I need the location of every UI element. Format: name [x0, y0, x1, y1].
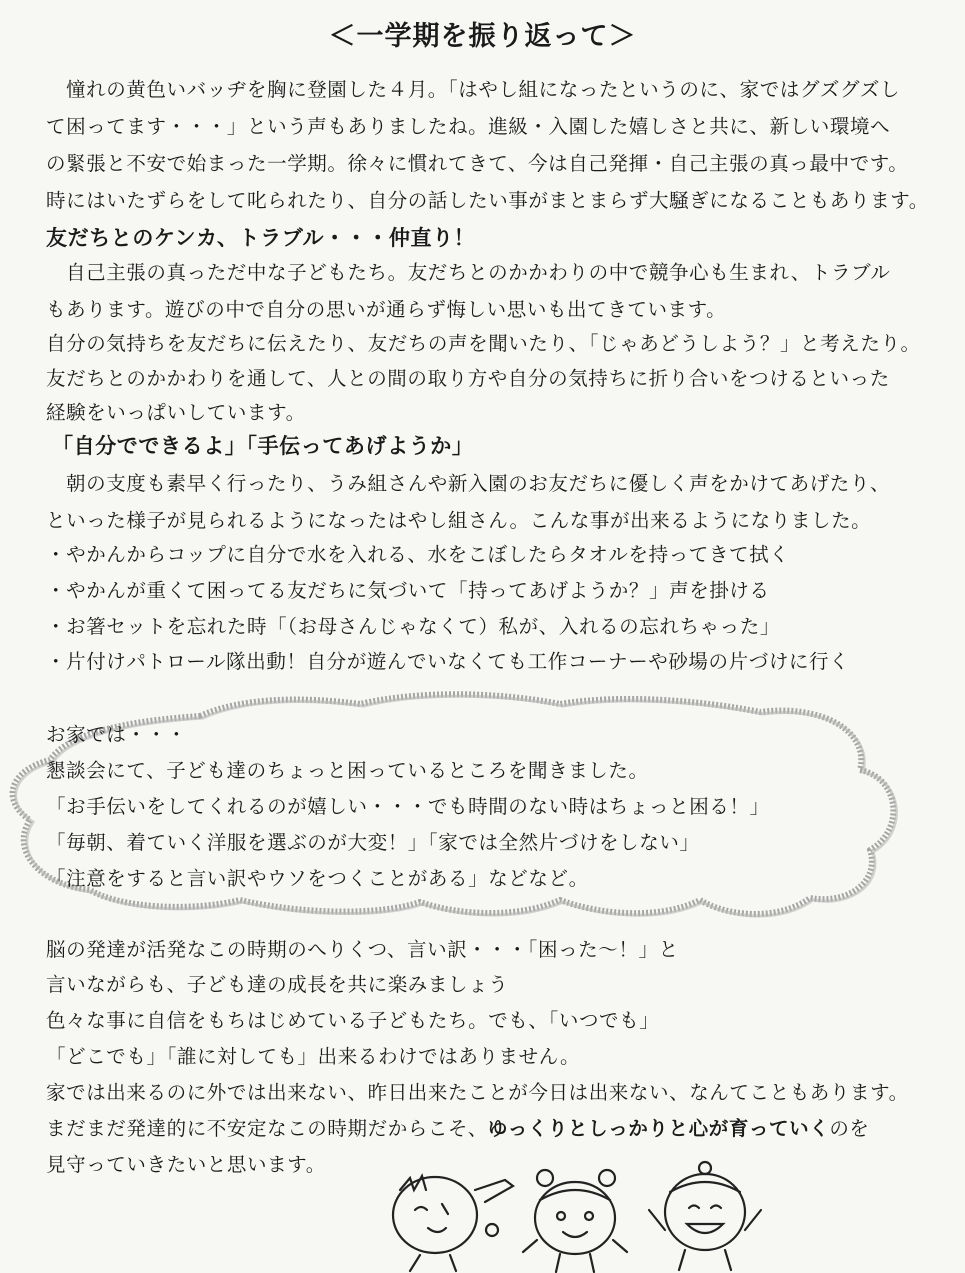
section1-line: もあります。遊びの中で自分の思いが通らず悔しい思いも出てきています。 [46, 298, 727, 321]
section1-line: 自己主張の真っただ中な子どもたち。友だちとのかかわりの中で競争心も生まれ、トラブル [66, 261, 891, 284]
section1-line: 自分の気持ちを友だちに伝えたり、友だちの声を聞いたり、「じゃあどうしよう？」と考えたり。 [46, 332, 921, 355]
closing-line: 言いながらも、子ども達の成長を共に楽みましょう [46, 973, 509, 996]
page-title: ＜一学期を振り返って＞ [328, 21, 637, 52]
emphasis-text: ゆっくりとしっかりと心が育っていく [487, 1117, 830, 1140]
closing-text: まだまだ発達的に不安定なこの時期だからこそ、 [46, 1117, 488, 1140]
section1-line: 経験をいっぱいしています。 [46, 401, 306, 424]
closing-text: のを [829, 1117, 870, 1140]
bullet-item: ・やかんからコップに自分で水を入れる、水をこぼしたらタオルを持ってきて拭く [46, 543, 790, 566]
intro-line: の緊張と不安で始まった一学期。徐々に慣れてきて、今は自己発揮・自己主張の真っ最中です。 [46, 152, 909, 175]
section2-line: といった様子が見られるようになったはやし組さん。こんな事が出来るようになりました。 [46, 509, 872, 532]
closing-line: 色々な事に自信をもちはじめている子どもたち。でも、「いつでも」 [46, 1009, 660, 1032]
closing-line: 「どこでも」「誰に対しても」出来るわけではありません。 [46, 1045, 581, 1068]
home-line: 「注意をすると言い訳やウソをつくことがある」などなど。 [46, 867, 589, 890]
intro-line: て困ってます・・・」という声もありましたね。進級・入園した嬉しさと共に、新しい環境へ [46, 115, 891, 138]
child-left-icon [393, 1176, 513, 1271]
home-line: 「お手伝いをしてくれるのが嬉しい・・・でも時間のない時はちょっと困る！」 [46, 795, 770, 818]
bullet-item: ・片付けパトロール隊出動！自分が遊んでいなくても工作コーナーや砂場の片づけに行く [46, 650, 850, 673]
section-heading-self-help: 「自分でできるよ」「手伝ってあげようか」 [52, 434, 474, 458]
section-heading-fights: 友だちとのケンカ、トラブル・・・仲直り！ [46, 226, 476, 250]
bullet-item: ・お箸セットを忘れた時「（お母さんじゃなくて）私が、入れるの忘れちゃった」 [46, 615, 780, 638]
home-line: 懇談会にて、子ども達のちょっと困っているところを聞きました。 [46, 759, 649, 782]
child-middle-icon [523, 1170, 627, 1272]
section2-line: 朝の支度も素早く行ったり、うみ組さんや新入園のお友だちに優しく声をかけてあげたり、 [66, 472, 891, 495]
intro-line: 時にはいたずらをして叱られたり、自分の話したい事がまとまらず大騒ぎになることもあります。 [46, 189, 929, 212]
closing-line: 家では出来るのに外では出来ない、昨日出来たことが今日は出来ない、なんてこともあります。 [46, 1081, 909, 1104]
section1-line: 友だちとのかかわりを通して、人との間の取り方や自分の気持ちに折り合いをつけるといった [46, 367, 890, 390]
home-lead: お家では・・・ [46, 723, 187, 746]
closing-line-emphasis [46, 1115, 870, 1143]
child-right-icon [649, 1162, 761, 1270]
bullet-item: ・やかんが重くて困ってる友だちに気づいて「持ってあげようか？」声を掛ける [46, 579, 770, 602]
closing-line: 脳の発達が活発なこの時期のへりくつ、言い訳・・・「困った～！」と [46, 938, 679, 961]
closing-line: 見守っていきたいと思います。 [46, 1153, 326, 1176]
home-line: 「毎朝、着ていく洋服を選ぶのが大変！」「家では全然片づけをしない」 [46, 831, 700, 854]
intro-line: 憧れの黄色いバッヂを胸に登園した４月。「はやし組になったというのに、家ではグズグズし [66, 78, 901, 101]
three-children-drawing-icon [380, 1160, 780, 1273]
